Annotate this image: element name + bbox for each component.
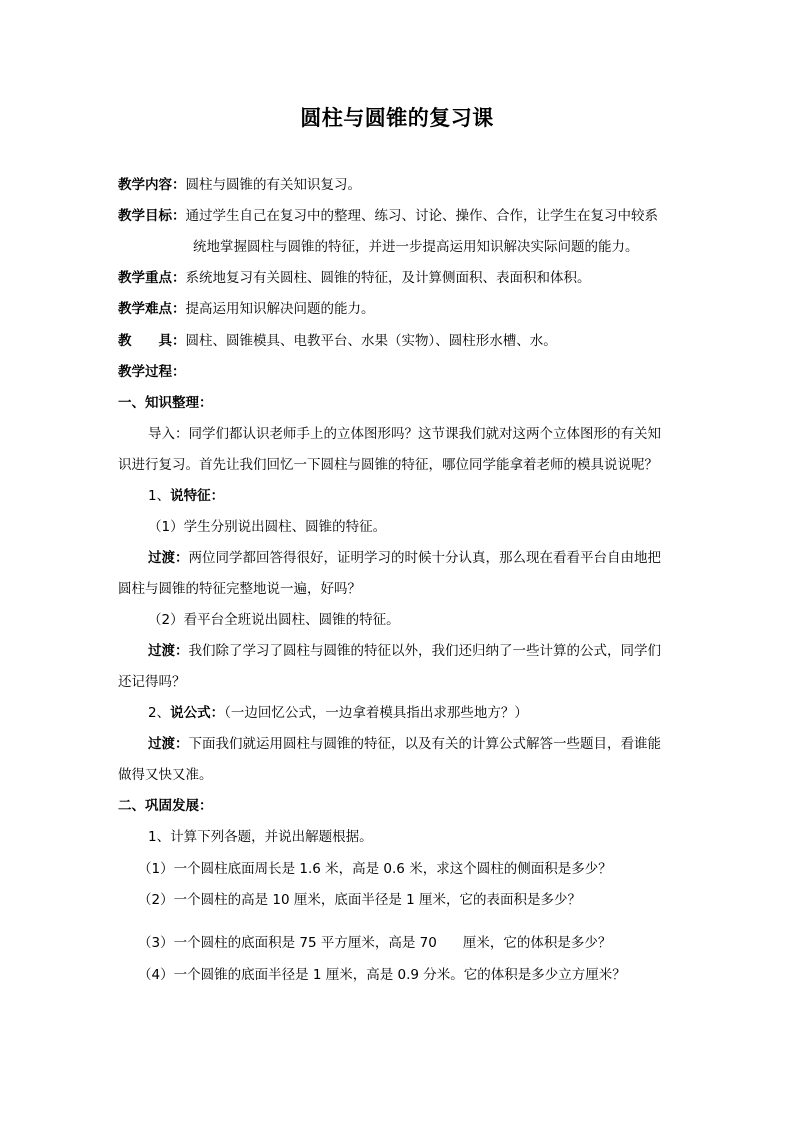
transition1-text-1: 两位同学都回答得很好，证明学习的时候十分认真，那么现在看看平台自由地把	[188, 550, 661, 566]
transition2-text-2: 还记得吗？	[118, 674, 186, 690]
teaching-content-text: 圆柱与圆锥的有关知识复习。	[185, 177, 361, 193]
teaching-difficulty-line	[118, 300, 375, 318]
teaching-content-label: 教学内容：	[118, 177, 186, 193]
transition2-label: 过渡：	[148, 643, 189, 659]
question-1: （1）一个圆柱底面周长是 1.6 米，高是 0.6 米，求这个圆柱的侧面积是多少？	[138, 861, 612, 877]
teaching-tools-label: 教 具：	[118, 333, 186, 349]
teaching-process-label: 教学过程：	[118, 364, 186, 380]
section1-item2	[148, 704, 528, 722]
teaching-tools-line	[118, 332, 557, 350]
question-2: （2）一个圆柱的高是 10 厘米，底面半径是 1 厘米，它的表面积是多少？	[138, 892, 582, 908]
teaching-difficulty-text: 提高运用知识解决问题的能力。	[185, 301, 375, 317]
teaching-difficulty-label: 教学难点：	[118, 301, 186, 317]
teaching-goal-label: 教学目标：	[118, 208, 186, 224]
section1-intro-1: 导入：同学们都认识老师手上的立体图形吗？这节课我们就对这两个立体图形的有关知	[148, 426, 661, 442]
transition3-line	[148, 735, 661, 753]
transition1-text-2: 圆柱与圆锥的特征完整地说一遍，好吗？	[118, 581, 361, 597]
section1-sub1: （1）学生分别说出圆柱、圆锥的特征。	[148, 519, 387, 535]
transition3-text-2: 做得又快又准。	[118, 767, 213, 783]
teaching-key-label: 教学重点：	[118, 270, 186, 286]
teaching-goal-text-2: 统地掌握圆柱与圆锥的特征，并进一步提高运用知识解决实际问题的能力。	[193, 239, 639, 255]
transition1-line	[148, 549, 661, 567]
transition2-line	[148, 642, 661, 660]
section2-heading: 二、巩固发展：	[118, 798, 213, 814]
question-3-part-2: 厘米，它的体积是多少？	[462, 935, 612, 951]
teaching-tools-text: 圆柱、圆锥模具、电教平台、水果（实物）、圆柱形水槽、水。	[185, 333, 557, 349]
teaching-goal-line	[118, 207, 658, 225]
section1-item2-label: 说公式：	[170, 705, 225, 721]
teaching-key-line	[118, 269, 591, 287]
section1-item1	[148, 487, 224, 505]
transition3-label: 过渡：	[148, 736, 189, 752]
section1-item2-text: （一边回忆公式，一边拿着模具指出求那些地方？）	[224, 705, 528, 721]
question-3-part-1: （3）一个圆柱的底面积是 75 平方厘米，高是 70	[138, 935, 437, 951]
teaching-key-text: 系统地复习有关圆柱、圆锥的特征，及计算侧面积、表面积和体积。	[185, 270, 591, 286]
teaching-goal-text-1: 通过学生自己在复习中的整理、练习、讨论、操作、合作，让学生在复习中较系	[185, 208, 658, 224]
document-title: 圆柱与圆锥的复习课	[300, 105, 494, 130]
transition2-text-1: 我们除了学习了圆柱与圆锥的特征以外，我们还归纳了一些计算的公式，同学们	[188, 643, 661, 659]
section1-sub2: （2）看平台全班说出圆柱、圆锥的特征。	[148, 612, 400, 628]
transition1-label: 过渡：	[148, 550, 189, 566]
question-3	[138, 934, 611, 952]
section2-item1: 1、计算下列各题，并说出解题根据。	[148, 829, 373, 845]
question-4: （4）一个圆锥的底面半径是 1 厘米，高是 0.9 分米。它的体积是多少立方厘米？	[138, 967, 626, 983]
teaching-content-line	[118, 176, 361, 194]
transition3-text-1: 下面我们就运用圆柱与圆锥的特征，以及有关的计算公式解答一些题目，看谁能	[188, 736, 661, 752]
section1-heading: 一、知识整理：	[118, 395, 213, 411]
section1-intro-2: 识进行复习。首先让我们回忆一下圆柱与圆锥的特征，哪位同学能拿着老师的模具说说呢？	[118, 457, 658, 473]
section1-item1-number: 1、	[148, 488, 171, 504]
section1-item1-label: 说特征：	[170, 488, 225, 504]
section1-item2-number: 2、	[148, 705, 171, 721]
